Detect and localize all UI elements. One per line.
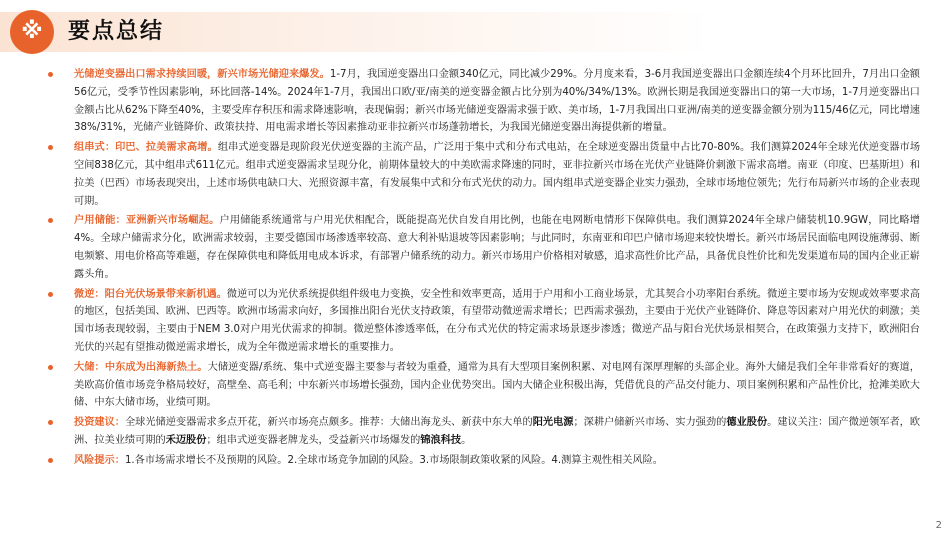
- body-text: 。建议关注：国产微逆领军者，欧洲、拉美业绩可期的: [74, 417, 921, 446]
- body-text: ；深耕户储新兴市场、实力强劲的: [573, 417, 727, 429]
- paragraph-body: 组串式逆变器是现阶段光伏逆变器的主流产品，广泛用于集中式和分布式电站，在全球逆变器出货量中占比70-80%。我们测算2024年全球光伏逆变器市场空间838亿元，其中组串式611亿元。组串式逆变器需求呈现分化，前期体量较大的中美欧需求降速的同时，亚非拉新兴市场在光伏产业链降价刺激下需求高增。南亚（印度、巴基斯坦）和拉美（巴西）市场表现突出，上述市场供电缺口大、光照资源丰富，有发展集中式和分布式光伏的动力。国内组串式逆变器企业实力强劲，全球市场地位领先；先行布局新兴市场的企业表现可期。: [74, 142, 921, 207]
- paragraph-risk: [48, 452, 920, 470]
- bullet-icon: [48, 420, 53, 425]
- paragraph-heading: 大储：中东成为出海新热土。: [74, 361, 208, 373]
- bullet-icon: [48, 72, 53, 77]
- body-text: 。: [461, 434, 472, 446]
- stock-name: 锦浪科技: [420, 434, 462, 446]
- paragraph-string-inverter: [48, 139, 920, 210]
- paragraph-heading: 户用储能：亚洲新兴市场崛起。: [74, 215, 220, 227]
- stock-name: 阳光电源: [532, 417, 574, 429]
- stock-name: 德业股份: [726, 417, 768, 429]
- paragraph-investment: [48, 414, 920, 450]
- bullet-icon: [48, 458, 53, 463]
- page-title: 要点总结: [68, 19, 165, 44]
- paragraph-micro-inverter: [48, 286, 920, 357]
- paragraph-heading: 风险提示：: [74, 454, 125, 466]
- paragraph-heading: 组串式：印巴、拉美需求高增。: [74, 142, 218, 154]
- body-text: 全球光储逆变器需求多点开花，新兴市场亮点颇多。推荐：大储出海龙头、新获中东大单的: [124, 417, 533, 429]
- bullet-icon: [48, 365, 53, 370]
- paragraph-body: 微逆可以为光伏系统提供组件级电力变换，安全性和效率更高，适用于户用和小工商业场景，尤其契合小功率阳台系统。微逆主要市场为安规或效率要求高的地区，包括美国、欧洲、巴西等。欧洲市场需求向好，多国推出阳台光伏支持政策，有望带动微逆需求增长；巴西需求强劲，主要由于光伏产业链降价、降息等因素对户用光伏的刺激；美国市场表现较弱，主要由于NEM 3.0对户用光伏需求的抑制。微逆整体渗透率低，在分布式光伏的特定需求场景逐步渗透；微逆产品与阳台光伏场景相契合，在政策强力支持下，欧洲阳台光伏的兴起有望推动微逆需求增长，成为全年微逆需求增长的重要推力。: [74, 288, 921, 353]
- paragraph-body: 大储逆变器/系统、集中式逆变器主要参与者较为重叠，通常为具有大型项目案例积累、对电网有深厚理解的头部企业。海外大储是我们全年非常看好的赛道，美欧高价值市场竞争格局较好，高壁垒、高毛利；中东新兴市场增长强劲，国内企业优势突出。国内大储企业积极出海，凭借优良的产品交付能力、项目案例积累和产品性价比，抢滩美欧大储、中东大储市场，业绩可期。: [74, 361, 920, 409]
- bullet-icon: [48, 218, 53, 223]
- paragraph-large-storage: [48, 359, 920, 412]
- body-text: ；组串式逆变器老牌龙头，受益新兴市场爆发的: [206, 434, 421, 446]
- paragraph-body: 1-7月，我国逆变器出口金额340亿元，同比减少29%。分月度来看，3-6月我国逆变器出口金额连续4个月环比回升，7月出口金额56亿元，受季节性因素影响，环比回落-14%。2024年1-7月，我国出口欧/亚/南美的逆变器金额占比分别为40%/34%/13%。欧洲长期是我国逆变器出口的第一大市场，1-7月逆变器出口金额占比从62%下降至40%，主要受库存积压和需求降速影响，表现偏弱；新兴市场光储逆变器需求强于欧、美市场，1-7月我国出口亚洲/南美的逆变器金额分别为115/46亿元，同比增速38%/31%，光储产业链降价、政策扶持、用电需求增长等因素推动亚非拉新兴市场蓬勃增长，为我国光储逆变器出海提供新的增量。: [74, 69, 920, 134]
- bullet-icon: [48, 145, 53, 150]
- paragraph-heading: 光储逆变器出口需求持续回暖，新兴市场光储迎来爆发。: [74, 69, 330, 80]
- summary-content: [48, 66, 920, 472]
- paragraph-body: 1.各市场需求增长不及预期的风险。2.全球市场竞争加剧的风险。3.市场限制政策收紧的风险。4.测算主观性相关风险。: [124, 454, 663, 466]
- paragraph-heading: 投资建议：: [74, 417, 125, 429]
- paragraph-heading: 微逆：阳台光伏场景带来新机遇。: [74, 288, 227, 300]
- paragraph-home-storage: [48, 212, 920, 283]
- asterisk-icon: ※: [10, 10, 54, 54]
- page-number: 2: [935, 520, 942, 531]
- paragraph-export: [48, 66, 920, 137]
- paragraph-body: 户用储能系统通常与户用光伏相配合，既能提高光伏自发自用比例，也能在电网断电情形下保障供电。我们测算2024年全球户储装机10.9GW，同比略增4%。全球户储需求分化，欧洲需求较弱，主要受德国市场渗透率较高、意大利补贴退坡等因素影响；与此同时，东南亚和印巴户储市场迎来较快增长。新兴市场居民面临电网设施薄弱、断电频繁、用电价格高等难题，存在保障供电和降低用电成本诉求，有部署户储系统的动力。新兴市场用户价格相对敏感，追求高性价比产品，具备优良性价比和先发渠道布局的国内企业正崭露头角。: [74, 215, 920, 280]
- header: [0, 0, 950, 64]
- bullet-icon: [48, 292, 53, 297]
- stock-name: 禾迈股份: [165, 434, 207, 446]
